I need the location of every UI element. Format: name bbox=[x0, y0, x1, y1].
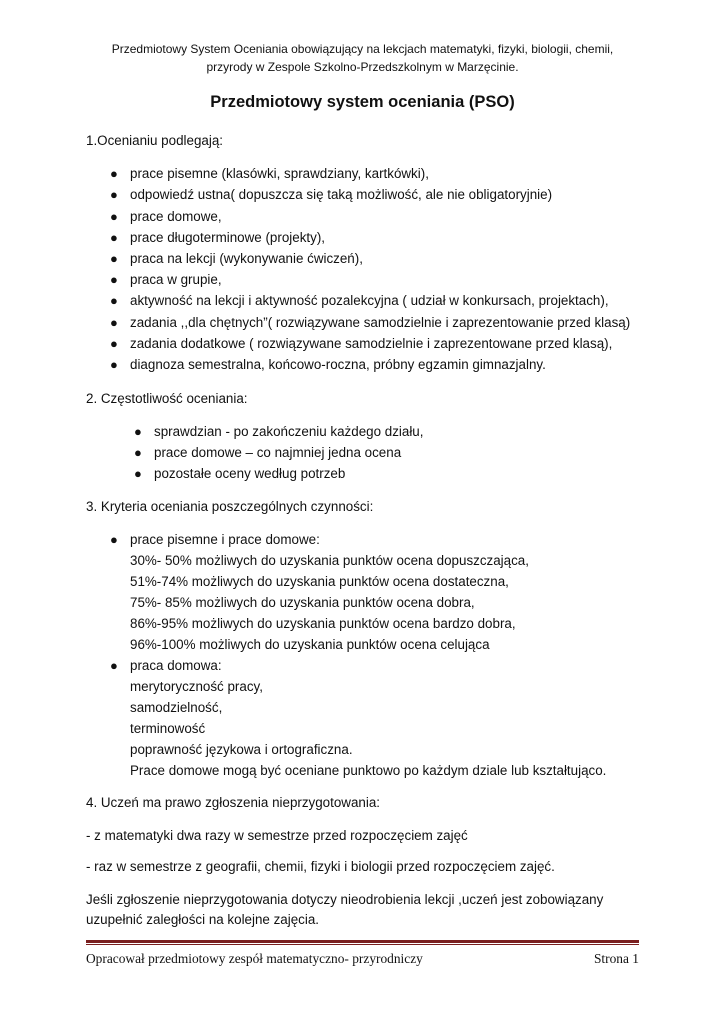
section-4-line: - raz w semestrze z geografii, chemii, fizyki i biologii przed rozpoczęciem zajęć. bbox=[86, 859, 555, 874]
bullet-icon: ● bbox=[134, 424, 142, 439]
bullet-icon: ● bbox=[110, 187, 118, 202]
bullet-icon: ● bbox=[110, 230, 118, 245]
bullet-icon: ● bbox=[134, 445, 142, 460]
criteria-line: samodzielność, bbox=[130, 700, 223, 715]
list-item: praca w grupie, bbox=[130, 272, 222, 287]
bullet-icon: ● bbox=[110, 166, 118, 181]
footer-author: Opracował przedmiotowy zespół matematyczno- przyrodniczy bbox=[86, 951, 423, 966]
list-item: odpowiedź ustna( dopuszcza się taką możliwość, ale nie obligatoryjnie) bbox=[130, 187, 553, 202]
bullet-icon: ● bbox=[110, 336, 118, 351]
criteria-line: 75%- 85% możliwych do uzyskania punktów ocena dobra, bbox=[130, 595, 475, 610]
criteria-line: 96%-100% możliwych do uzyskania punktów ocena celująca bbox=[130, 637, 490, 652]
criteria-line: 30%- 50% możliwych do uzyskania punktów ocena dopuszczająca, bbox=[130, 553, 529, 568]
bullet-icon: ● bbox=[110, 272, 118, 287]
footer-divider bbox=[86, 940, 639, 943]
bullet-icon: ● bbox=[134, 466, 142, 481]
header-line-1: Przedmiotowy System Oceniania obowiązujący na lekcjach matematyki, fizyki, biologii, chemii, bbox=[111, 42, 614, 56]
criteria-line: terminowość bbox=[130, 721, 206, 736]
bullet-icon: ● bbox=[110, 357, 118, 372]
list-item: prace domowe – co najmniej jedna ocena bbox=[154, 445, 402, 460]
list-item: sprawdzian - po zakończeniu każdego działu, bbox=[154, 424, 424, 439]
bullet-icon: ● bbox=[110, 209, 118, 224]
criteria-block-title: praca domowa: bbox=[130, 658, 222, 673]
bullet-icon: ● bbox=[110, 293, 118, 308]
criteria-line: 86%-95% możliwych do uzyskania punktów ocena bardzo dobra, bbox=[130, 616, 516, 631]
bullet-icon: ● bbox=[110, 251, 118, 266]
section-1-heading: 1.Ocenianiu podlegają: bbox=[86, 133, 223, 148]
section-4-paragraph-line: uzupełnić zaległości na kolejne zajęcia. bbox=[86, 912, 319, 927]
header-line-2: przyrody w Zespole Szkolno-Przedszkolnym w Marzęcinie. bbox=[206, 60, 519, 74]
list-item: zadania dodatkowe ( rozwiązywane samodzielnie i zaprezentowane przed klasą), bbox=[130, 336, 613, 351]
section-4-line: - z matematyki dwa razy w semestrze przed rozpoczęciem zajęć bbox=[86, 828, 468, 843]
bullet-icon: ● bbox=[110, 532, 118, 547]
bullet-icon: ● bbox=[110, 315, 118, 330]
criteria-line: Prace domowe mogą być oceniane punktowo po każdym dziale lub kształtująco. bbox=[130, 763, 607, 778]
section-2-heading: 2. Częstotliwość oceniania: bbox=[86, 391, 248, 406]
criteria-line: merytoryczność pracy, bbox=[130, 679, 263, 694]
footer-divider bbox=[86, 944, 639, 945]
criteria-line: 51%-74% możliwych do uzyskania punktów ocena dostateczna, bbox=[130, 574, 509, 589]
criteria-line: poprawność językowa i ortograficzna. bbox=[130, 742, 353, 757]
list-item: zadania ,,dla chętnych”( rozwiązywane samodzielnie i zaprezentowanie przed klasą) bbox=[130, 315, 631, 330]
list-item: aktywność na lekcji i aktywność pozalekcyjna ( udział w konkursach, projektach), bbox=[130, 293, 609, 308]
page-title: Przedmiotowy system oceniania (PSO) bbox=[210, 93, 515, 111]
list-item: prace długoterminowe (projekty), bbox=[130, 230, 325, 245]
bullet-icon: ● bbox=[110, 658, 118, 673]
list-item: prace pisemne (klasówki, sprawdziany, kartkówki), bbox=[130, 166, 429, 181]
list-item: praca na lekcji (wykonywanie ćwiczeń), bbox=[130, 251, 363, 266]
section-4-heading: 4. Uczeń ma prawo zgłoszenia nieprzygotowania: bbox=[86, 795, 381, 810]
section-4-paragraph-line: Jeśli zgłoszenie nieprzygotowania dotyczy nieodrobienia lekcji ,uczeń jest zobowiązany bbox=[86, 892, 604, 907]
list-item: pozostałe oceny według potrzeb bbox=[154, 466, 346, 481]
list-item: diagnoza semestralna, końcowo-roczna, próbny egzamin gimnazjalny. bbox=[130, 357, 546, 372]
page-header bbox=[60, 40, 665, 76]
list-item: prace domowe, bbox=[130, 209, 222, 224]
page-number: Strona 1 bbox=[593, 951, 639, 966]
criteria-block-title: prace pisemne i prace domowe: bbox=[130, 532, 320, 547]
section-3-heading: 3. Kryteria oceniania poszczególnych czynności: bbox=[86, 499, 374, 514]
